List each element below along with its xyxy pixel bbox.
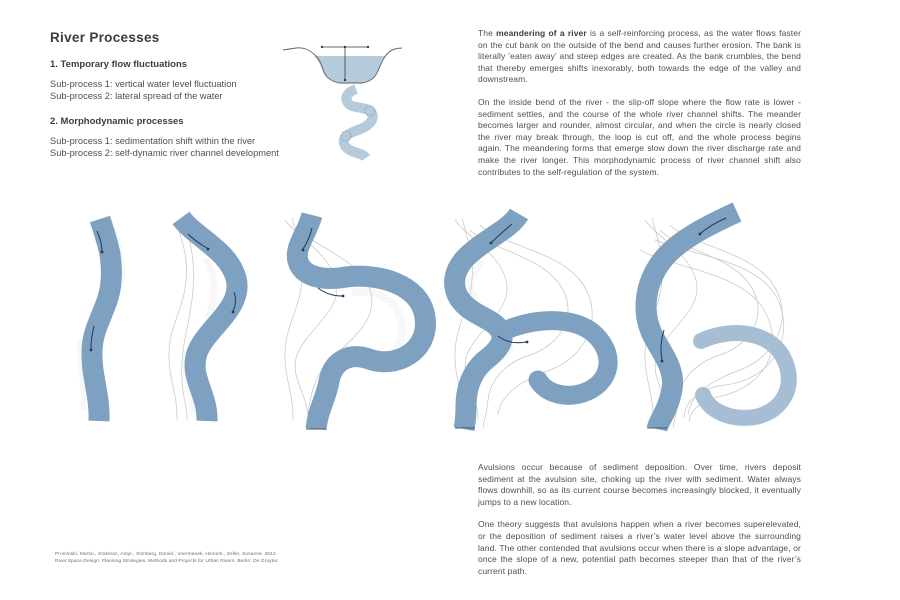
water-fill bbox=[314, 56, 385, 83]
meander-stage-4 bbox=[455, 214, 609, 429]
meander-stage-1 bbox=[80, 219, 122, 421]
meandering-text-panel bbox=[478, 28, 801, 189]
meander-stage-3 bbox=[285, 215, 426, 429]
meandering-paragraph-1: The meandering of a river is a self-reinforcing process, as the water flows faster on the cut bank on the outside of the bend and causes further erosion. The bank is literally ‘eaten away’ and steep edges are created. As the bank crumbles, the bend that thereby emerges shifts inexorably, both towards the edge of the valley and downstream. bbox=[478, 28, 801, 85]
sub-process-line: Sub-process 2: lateral spread of the water bbox=[50, 90, 223, 101]
citation-line-2: River.Space.Design: Planning Strategies, Methods and Projects for Urban Rivers. Berlin: De Gruyter. bbox=[55, 559, 279, 564]
section-heading: 1. Temporary flow fluctuations bbox=[50, 59, 188, 70]
river-plan-view-icon bbox=[341, 89, 375, 158]
avulsion-paragraph-1: Avulsions occur because of sediment deposition. Over time, rivers deposit sediment at the avulsion site, choking up the river with sediment. Water always flows downhill, so as its current course becomes increasingly blocked, it eventually jumps to a new location. bbox=[478, 462, 801, 507]
meander-stage-2 bbox=[169, 218, 237, 421]
citation bbox=[55, 551, 315, 565]
page-title: River Processes bbox=[50, 30, 160, 45]
avulsion-paragraph-2: One theory suggests that avulsions happen when a river becomes superelevated, or the deposition of sediment raises a river’s water level above the surrounding land. The other contended that avulsions occur when there is a slope advantage, or once the slope of a new, potential path becomes steeper than that of the river’s current path. bbox=[478, 519, 801, 576]
section-morphodynamic bbox=[50, 116, 280, 159]
river-cross-section-diagram bbox=[280, 35, 405, 165]
meander-stage-5 bbox=[640, 212, 789, 429]
previous-course-line bbox=[670, 225, 782, 415]
sub-process-line: Sub-process 2: self-dynamic river channel development bbox=[50, 147, 279, 158]
section-temporary-flow bbox=[50, 59, 280, 102]
process-list-panel bbox=[50, 30, 280, 159]
avulsion-text-panel bbox=[478, 462, 801, 588]
previous-course-line bbox=[169, 221, 187, 420]
flow-arrow-icon bbox=[318, 288, 344, 297]
sub-process-line: Sub-process 1: sedimentation shift within the river bbox=[50, 136, 256, 146]
oxbow-cutoff-loop bbox=[701, 333, 789, 418]
sub-process-line: Sub-process 1: vertical water level fluctuation bbox=[50, 79, 237, 89]
meandering-bold-term: meandering of a river bbox=[496, 28, 587, 38]
meandering-paragraph-2: On the inside bend of the river - the slip-off slope where the flow rate is lower - sediment settles, and the course of the whole river channel shifts. The meander becomes larger and rounder, almost circular, and when the circle is nearly closed the river may break through, the loop is cut off, and the whole process begins again. The meandering forms that emerge slow down the river discharge rate and make the river longer. This morphodynamic process of river channel shift also contributes to the self-regulation of the system. bbox=[478, 96, 801, 177]
citation-line-1: Prominski, Martin., Stokman, Antje., Stimberg, Daniel., Voermanek, Hinnerk., Zeller, Susanne. 2012. bbox=[55, 552, 278, 557]
section-heading: 2. Morphodynamic processes bbox=[50, 116, 184, 127]
meander-evolution-diagrams bbox=[0, 200, 900, 445]
